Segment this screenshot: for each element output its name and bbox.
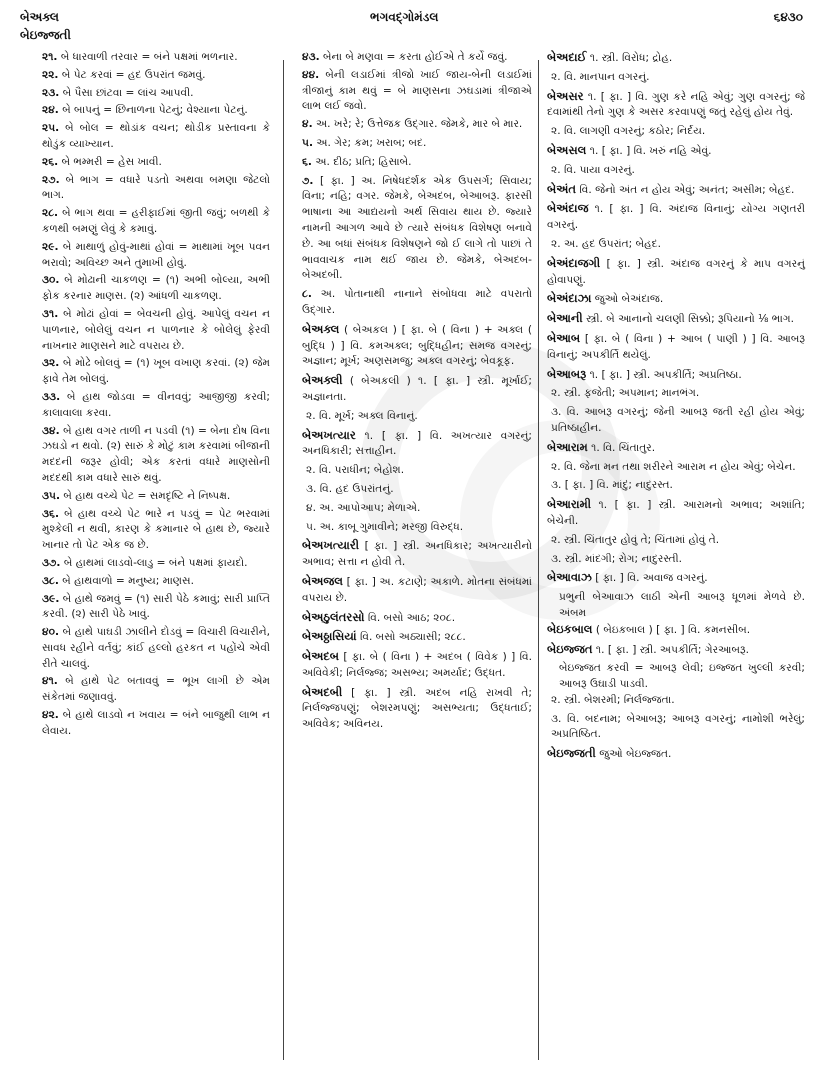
dictionary-entry [302, 685, 532, 733]
column-3 [547, 50, 805, 766]
idiom-number: ૪૧. [42, 675, 58, 688]
definition: [ ફા. બે ( વિના ) + અદબ ( વિવેક ) ] વિ. અવિવેકી; નિર્લજ્જ; અસભ્ય; અમર્યાદ; ઉદ્ધત. [302, 651, 533, 679]
idiom-item [42, 356, 270, 388]
idiom-text: બે પૈસા છાંટવા = લાંચ આપવી. [62, 86, 194, 99]
idiom-text: બે હાથે પાઘડી ઝાલીને દોડવું = વિચારી વિચારીને, સાવધ રહીને વર્તવું; કાંઈ હલ્લો હરકત ન પહોંચે એવી રીતે ચાલવું. [42, 626, 270, 670]
headword: બેઅદબ [302, 649, 340, 664]
definition: ૧. [ ફા. ] સ્ત્રી. અપકીર્તિ; અપ્રતિષ્ઠા. [589, 368, 742, 381]
definition: ૧. [ ફા. ] સ્ત્રી. અપકીર્તિ; ગેરઆબરૂ. [595, 643, 750, 656]
sub-sense: ૨. વિ. માનપાન વગરનું. [551, 70, 650, 83]
idiom-text: બેના બે મણવા = કરતા હોઈએ તે કર્યે જવું. [323, 51, 508, 63]
definition: [ ફા. ] વિ. અવાજ વગરનું. [595, 572, 708, 585]
sub-sense: ૨. વિ. પાયા વગરનું. [551, 163, 635, 176]
idiom-item [42, 86, 270, 102]
idiom-item [42, 173, 270, 205]
quote-text: પ્રભુની બેઆવાઝ લાઠી એની આબરૂ ધૂળમાં મેળવે છે. [559, 591, 805, 604]
sub-sense: ૫. અ. કાબૂ ગુમાવીને; મરજી વિરુદ્ધ. [306, 520, 464, 533]
idiom-number: ૨૨. [42, 68, 59, 81]
idiom-text: બે મોઢાની ચાકળણ = (૧) અભી બોલ્યા, અભી ફોક કરનાર માણસ. (૨) આંધળી ચાકળણ. [42, 274, 270, 303]
definition: ( બેઅક઼લી ) ૧. [ ફા. ] સ્ત્રી. મૂર્ખાઈ; અજ્ઞાનતા. [302, 375, 532, 403]
idiom-item [42, 390, 270, 422]
idiom-item [42, 307, 270, 354]
dictionary-entry [302, 373, 532, 406]
sense-item [302, 117, 532, 133]
sense-number: ૫. [302, 136, 313, 149]
dictionary-entry [547, 311, 805, 328]
idiom-item [42, 592, 270, 624]
sub-sense: ૩. વિ. બદનામ; બેઆબરૂ; આબરૂ વગરનું; નામોશી ભરેલું; અપ્રતિષ્ઠિત. [551, 712, 805, 741]
dictionary-entry [547, 642, 805, 659]
dictionary-entry [302, 322, 532, 370]
sense-number: ૪. [302, 118, 313, 131]
dictionary-entry [547, 440, 805, 457]
headword: બેઇજ્જતી [547, 746, 596, 761]
idiom-text: બે બોલ = થોડાંક વચન; થોડીક પ્રસ્તાવના કે થોડુંક વ્યાખ્યાન. [42, 122, 270, 150]
headword: બેઆની [547, 311, 583, 326]
idiom-text: બે માથાળું હોવું-માથાં હોવાં = માથામાં ખૂબ પવન ભરાવો; અવિચ્છ અને તુમાખી હોવું. [42, 240, 270, 269]
idiom-number: ૩૪. [42, 424, 60, 437]
dictionary-entry [547, 201, 805, 234]
idiom-text: બે હાથમાં લાડવો-લાડુ = બંને પક્ષમાં ફાયદો. [63, 556, 248, 569]
sense-text: અ. દીઠ; પ્રતિ; હિસાબે. [315, 155, 412, 168]
idiom-text: બે મોઢે બોલવું = (૧) ખૂબ વખાણ કરવાં. (૨) જેમ ફાવે તેમ બોલવું. [42, 357, 270, 386]
idiom-number: ૩૧. [42, 307, 59, 320]
dictionary-entry [302, 574, 532, 607]
headword: બેઅક્લી [302, 373, 343, 388]
idiom-number: ૨૭. [42, 173, 60, 186]
idiom-item [302, 50, 532, 66]
headword: બેઅક્લ [302, 321, 340, 336]
idiom-item [42, 155, 270, 171]
headword: બેઅદાઈ [547, 50, 587, 64]
quote-text: બેઇજ્જત કરવી = આબરૂ લેવી; ઇજ્જત ખુલ્લી કરવી; આબરૂ ઉઘાડી પાડવી. [559, 662, 805, 691]
sub-sense: ૩. સ્ત્રી. માંદગી; રોગ; નાદુરસ્તી. [551, 552, 683, 565]
guide-word-last: બેઇજ્જતી [20, 28, 71, 42]
idiom-number: ૨૩. [42, 86, 60, 99]
idiom-number: ૨૧. [42, 51, 58, 63]
sub-sense: ૨. વિ. પરાધીન; બેહોશ. [306, 464, 405, 477]
definition: જુઓ બેઅંદાજ. [594, 293, 664, 306]
sense-item [302, 155, 532, 171]
idiom-item [42, 625, 270, 672]
quote-source: અંબમ [559, 606, 587, 619]
headword: બેઇજ્જત [547, 641, 593, 656]
idiom-number: ૨૫. [42, 122, 60, 135]
idiom-text: બે હાથ જોડવા = વીનવવું; આજીજી કરવી; કાલાવાલા કરવા. [42, 390, 270, 419]
dictionary-entry [547, 570, 805, 587]
headword: બેઆબ [547, 330, 581, 345]
dictionary-entry [302, 428, 532, 461]
idiom-text: બે ભાગ = વધારે પડતો અથવા બમણા જેટલો ભાગ. [42, 173, 271, 202]
sub-sense: ૨. સ્ત્રી. ફજેતી; અપમાન; માનભંગ. [551, 387, 700, 400]
sub-sense: ૨. સ્ત્રી. બેશરમી; નિર્લજ્જતા. [551, 693, 675, 706]
idiom-item [42, 240, 270, 272]
idiom-text: બે બાપનું = છિનાળના પેટનું; વેશ્યાના પેટનું. [62, 104, 248, 117]
headword: બેઇકબાલ [547, 621, 593, 636]
definition: વિ. બસો આઠ; ૨૦૮. [367, 611, 456, 624]
idiom-item [42, 674, 270, 706]
sense-item [302, 136, 532, 152]
idiom-number: ૩૮. [42, 574, 59, 587]
idiom-item [302, 68, 532, 115]
headword: બેઆરામી [547, 497, 592, 512]
column-1 [42, 50, 270, 742]
book-title: ભગવદ્ગોમંડલ [370, 10, 439, 24]
headword: બેઆરામ [547, 439, 588, 454]
sub-sense: ૨. સ્ત્રી. ચિંતાતુર હોવું તે; ચિંતામાં હોવું તે. [551, 533, 720, 546]
sub-sense: ૨. અ. હદ ઉપરાંત; બેહદ. [551, 237, 661, 250]
column-2 [302, 50, 532, 736]
idiom-number: ૩૨. [42, 357, 60, 370]
idiom-item [42, 556, 270, 572]
idiom-number: ૩૬. [42, 507, 60, 520]
headword: બેઅંત [547, 181, 576, 196]
headword: બેઅઠુલંતરસો [302, 609, 365, 624]
idiom-number: ૩૫. [42, 489, 61, 502]
idiom-text: બે હાથે જમવું = (૧) સારી પેઠે કમાવું; સારી પ્રાપ્તિ કરવી. (૨) સારી પેઠે ખાવું. [42, 592, 270, 621]
dictionary-entry [547, 143, 805, 160]
definition: [ ફા. ] સ્ત્રી. અદબ નહિ રાખવી તે; નિર્લજ્જપણું; બેશરમપણું; અસભ્યતા; ઉદ્ધતાઈ; અવિવેક; અવિનય. [302, 686, 532, 731]
idiom-item [42, 708, 270, 740]
idiom-item [42, 424, 270, 487]
sense-text: અ. ગેર; કમ; ખરાબ; બદ. [316, 136, 427, 149]
definition: જુઓ બેઇજ્જત. [599, 748, 672, 761]
idiom-item [42, 273, 270, 305]
sub-sense: ૩. [ ફા. ] વિ. માંદું; નાદુરસ્ત. [551, 479, 673, 492]
sub-sense: ૨. વિ. મૂર્ખ; અક્લ વિનાનું. [306, 409, 418, 422]
guide-word-first: બેઅક્લ [20, 10, 59, 24]
idiom-text: બે પેટ કરવાં = હદ ઉપરાંત જમવું. [61, 68, 206, 81]
headword: બેઅખત્યારી [302, 538, 360, 553]
dictionary-entry [547, 497, 805, 530]
sense-text: અ. પોતાનાથી નાનાને સંબોધવા માટે વપરાતો ઉદ્ગાર. [302, 288, 533, 316]
idiom-number: ૨૮. [42, 207, 59, 220]
sense-item [302, 287, 532, 319]
definition: સ્ત્રી. બે આનાનો ચલણી સિક્કો; રૂપિયાનો ⅛ ભાગ. [586, 313, 794, 326]
idiom-text: બે ભમ્મરી = હેસ ખાવી. [61, 155, 162, 168]
headword: બેઅંદાજગી [547, 255, 601, 270]
definition: વિ. જેનો અંત ન હોય એવું; અનંત; અસીમ; બેહદ. [579, 183, 795, 196]
sub-sense: ૨. વિ. જેના મન તથા શરીરને આરામ ન હોય એવું; બેચેન. [551, 460, 796, 473]
idiom-text: બે ધારવાળી તરવાર = બંને પક્ષમાં ભળનાર. [60, 51, 238, 63]
dictionary-entry [547, 50, 805, 67]
idiom-number: ૪૨. [42, 709, 59, 722]
idiom-text: બે મોઢાં હોવાં = બેવચની હોવું. આપેલું વચન ન પાળનાર, બોલેલું વચન ન પાળનાર કે બોલેલું ફેરવી નાખનાર માણસને માટે વપરાય છે. [42, 307, 270, 352]
definition: ૧. [ ફા. ] વિ. અખત્યાર વગરનું; અનધિકારી; સત્તાહીન. [302, 429, 532, 458]
sense-number: ૭. [302, 174, 314, 187]
usage-quote [547, 590, 805, 622]
dictionary-entry [547, 182, 805, 199]
dictionary-entry [302, 538, 532, 571]
idiom-text: બે હાથે લાડવો ન ખવાય = બંને બાજુથી લાભ ન લેવાય. [42, 709, 270, 737]
idiom-number: ૩૩. [42, 390, 61, 403]
dictionary-entry [547, 746, 805, 763]
idiom-item [42, 103, 270, 119]
dictionary-entry [547, 367, 805, 384]
idiom-number: ૩૯. [42, 592, 60, 605]
idiom-number: ૨૯. [42, 240, 59, 253]
sub-sense: ૪. અ. આપોઆપ; મેળાએ. [306, 501, 421, 514]
idiom-text: બે હાથ વગર તાળી ન પડવી (૧) = બેના દોષ વિના ઝઘડો ન થવો. (૨) સારું કે મોટું કામ કરવામાં બીજાની મદદની જરૂર હોવી; એક કરતાં વધારે માણસોની મદદથી કામ વધારે સારું થવું. [42, 424, 271, 484]
dictionary-entry [547, 256, 805, 289]
definition: ( બેઅક઼લ ) [ ફા. બે ( વિના ) + અક્લ ( બુદ્ધિ ) ] વિ. કમઅક્લ; બુદ્ધિહીન; સમજ વગરનું; અજ્ઞાન; મૂર્ખ; અણસમજુ; અક્લ વગરનું; બેવકૂફ. [302, 323, 533, 368]
idiom-number: ૩૭. [42, 556, 61, 569]
definition: [ ફા. ] અ. કટાણે; અકાળે. મોતના સંબંધમાં વપરાય છે. [302, 575, 532, 604]
idiom-item [42, 206, 270, 238]
headword: બેઅઠ્ઠાસિયાં [302, 629, 357, 644]
idiom-item [42, 489, 270, 505]
definition: ૧. [ ફા. ] સ્ત્રી. આરામનો અભાવ; અશાંતિ; બેચેની. [547, 499, 805, 527]
idiom-item [42, 507, 270, 554]
sense-text: [ ફા. ] અ. નિષેધદર્શક એક ઉપસર્ગ; સિવાય; વિના; નહિ; વગર. જેમકે, બેઅદબ, બેઆબરૂ. ફારસી ભાષાના આ આદ્યયનો અર્થ સિવાય થાય છે. જ્યારે નામની આગળ આવે છે ત્યારે સંબંધક વિશેષણ બનાવે છે. આ બધાં સંબંધક વિશેષણને જો ઈ લાગે તો પાછાં તે ભાવવાચક નામ થઈ જાય છે. જેમકે, બેઅદબ-બેઅદબી. [302, 174, 532, 282]
dictionary-entry [547, 89, 805, 122]
headword: બેઅજલ [302, 573, 343, 588]
definition: [ ફા. ] સ્ત્રી. અંદાજ વગરનું કે માપ વગરનું હોવાપણું. [547, 257, 805, 286]
dictionary-entry [547, 291, 805, 308]
idiom-number: ૪૩. [302, 51, 320, 63]
idiom-number: ૪૪. [302, 68, 320, 81]
dictionary-entry [302, 649, 532, 682]
idiom-text: બે હાથે પેટ બતાવવું = ભૂખ લાગી છે એમ સંકેતમાં જણાવવું. [42, 675, 270, 704]
headword: બેઆબરૂ [547, 366, 587, 381]
dictionary-entry [547, 331, 805, 364]
definition: [ ફા. બે ( વિના ) + આબ ( પાણી ) ] વિ. આબરૂ વિનાનું; અપકીર્તિ થયેલું. [547, 332, 805, 361]
sub-sense: ૩. વિ. હદ ઉપરાંતનું. [306, 482, 394, 495]
dictionary-entry [547, 622, 805, 639]
idiom-text: બે ભાગ થવા = હરીફાઈમાં જીતી જવું; બળથી કે કળથી બમણું લેવું કે કમાવું. [42, 207, 270, 235]
sense-number: ૬. [302, 155, 312, 168]
idiom-number: ૩૦. [42, 274, 60, 287]
idiom-text: બે હાથવાળો = મનુષ્ય; માણસ. [62, 574, 194, 587]
definition: વિ. બસો અઠ્યાસી; ૨૮૮. [359, 631, 466, 644]
definition: ( બેઇક઼બાલ ) [ ફા. ] વિ. કમનસીબ. [595, 623, 751, 636]
page-header [0, 0, 825, 48]
idiom-item [42, 574, 270, 590]
idiom-text: બે હાથ વચ્ચે પેટ ભારે ન પડવું = પેટ ભરવામાં મુશ્કેલી ન થવી, કારણ કે કમાનાર બે હાથ છે, જ્યારે ખાનાર તો પેટ એક જ છે. [42, 507, 270, 552]
sense-item [302, 174, 532, 285]
headword: બેઅંદાજ [547, 201, 589, 216]
sub-sense: ૩. વિ. આબરૂ વગરનું; જેની આબરૂ જતી રહી હોય એવું; પ્રતિષ્ઠાહીન. [551, 406, 805, 434]
idiom-number: ૪૦. [42, 626, 59, 639]
headword: બેઅદબી [302, 684, 343, 699]
definition: ૧. [ ફા. ] વિ. ખરું નહિ એવું. [589, 144, 712, 157]
column-divider [538, 60, 539, 1060]
dictionary-entry [302, 629, 532, 646]
headword: બેઅસર [547, 88, 584, 103]
definition: ૧. [ ફા. ] વિ. ગુણ કરે નહિ એવું; ગુણ વગરનું; જે દવામાંથી તેનો ગુણ કે અસર કરવાપણું જતું રહેલું હોય તેવું. [547, 90, 805, 119]
idiom-item [42, 50, 270, 66]
idiom-item [42, 121, 270, 153]
definition: ૧. વિ. ચિંતાતુર. [591, 441, 656, 454]
idiom-text: બે હાથ વચ્ચે પેટ = સમદૃષ્ટિ ને નિષ્પક્ષ. [63, 489, 231, 502]
definition: ૧. સ્ત્રી. વિરોધ; દ્રોહ. [589, 52, 673, 64]
idiom-number: ૨૬. [42, 155, 59, 168]
definition: ૧. [ ફા. ] વિ. અંદાજ વિનાનું; યોગ્ય ગણતરી વગરનું. [547, 203, 805, 232]
headword: બેઅંદાઝા [547, 291, 592, 306]
definition: [ ફા. ] સ્ત્રી. અનધિકાર; અખત્યારીનો અભાવ; સત્તા ન હોવી તે. [302, 540, 532, 569]
idiom-text: બેની લડાઈમાં ત્રીજો ખાઈ જાય-બેની લડાઈમાં ત્રીજાનું કામ થવું = બે માણસના ઝઘડામાં ત્રીજાએ લાભ લઈ જવો. [302, 68, 532, 113]
dictionary-entry [302, 610, 532, 627]
sense-number: ૮. [302, 288, 312, 301]
page-number: ૬૪૩૦ [773, 10, 803, 24]
headword: બેઆવાઝ [547, 570, 592, 585]
sense-text: અ. ખરે; રે; ઉત્તેજક ઉદ્ગાર. જેમકે, માર બે માર. [315, 118, 523, 131]
column-divider [283, 60, 284, 1060]
sub-sense: ૨. વિ. લાગણી વગરનું; કઠોર; નિર્દય. [551, 125, 706, 138]
headword: બેઅસલ [547, 142, 587, 157]
idiom-number: ૨૪. [42, 104, 59, 117]
idiom-item [42, 68, 270, 84]
headword: બેઅખત્યાર [302, 427, 356, 442]
usage-quote [547, 661, 805, 693]
